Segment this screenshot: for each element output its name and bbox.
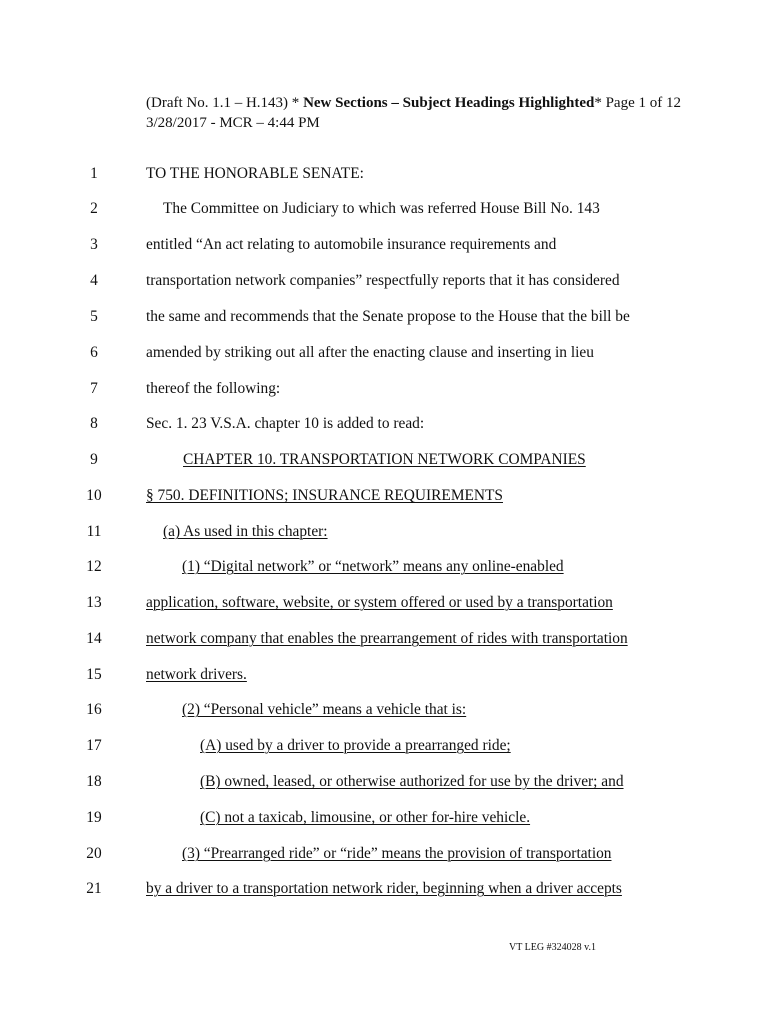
text-line — [0, 380, 770, 404]
text-line — [0, 773, 770, 797]
text-line — [0, 701, 770, 725]
line-text: entitled “An act relating to automobile insurance requirements and — [146, 236, 557, 253]
text-line — [0, 594, 770, 618]
line-text: Sec. 1. 23 V.S.A. chapter 10 is added to read: — [146, 415, 425, 432]
text-line — [0, 845, 770, 869]
header-highlight-note: New Sections – Subject Headings Highlighted — [303, 95, 595, 111]
text-line — [0, 558, 770, 582]
line-text: the same and recommends that the Senate propose to the House that the bill be — [146, 308, 630, 325]
line-text: (A) used by a driver to provide a prearranged ride; — [200, 737, 511, 754]
line-number: 14 — [86, 630, 102, 647]
text-line — [0, 737, 770, 761]
text-line — [0, 523, 770, 547]
line-number: 12 — [86, 558, 102, 575]
page-header — [146, 93, 681, 133]
line-text: network drivers. — [146, 666, 247, 683]
text-line — [0, 880, 770, 904]
line-number: 17 — [86, 737, 102, 754]
text-line — [0, 451, 770, 475]
line-number: 19 — [86, 809, 102, 826]
line-number: 16 — [86, 701, 102, 718]
line-text: (3) “Prearranged ride” or “ride” means the provision of transportation — [182, 845, 612, 862]
line-text: The Committee on Judiciary to which was referred House Bill No. 143 — [163, 200, 600, 217]
line-number: 7 — [90, 380, 98, 397]
line-number: 3 — [90, 236, 98, 253]
line-text: TO THE HONORABLE SENATE: — [146, 165, 364, 182]
line-text: network company that enables the prearrangement of rides with transportation — [146, 630, 628, 647]
line-number: 4 — [90, 272, 98, 289]
line-number: 10 — [86, 487, 102, 504]
line-number: 8 — [90, 415, 98, 432]
line-number: 2 — [90, 200, 98, 217]
header-line-2: 3/28/2017 - MCR – 4:44 PM — [146, 115, 320, 131]
line-text: application, software, website, or system offered or used by a transportation — [146, 594, 613, 611]
chapter-heading: CHAPTER 10. TRANSPORTATION NETWORK COMPANIES — [183, 451, 586, 468]
line-text: (a) As used in this chapter: — [163, 523, 328, 540]
line-text: by a driver to a transportation network rider, beginning when a driver accepts — [146, 880, 622, 897]
line-text: (B) owned, leased, or otherwise authorized for use by the driver; and — [200, 773, 624, 790]
line-number: 6 — [90, 344, 98, 361]
text-line — [0, 344, 770, 368]
document-id-footer: VT LEG #324028 v.1 — [509, 942, 596, 953]
header-page-info: * Page 1 of 12 — [594, 95, 681, 111]
text-line — [0, 487, 770, 511]
text-line — [0, 236, 770, 260]
text-line — [0, 809, 770, 833]
text-line — [0, 630, 770, 654]
line-number: 15 — [86, 666, 102, 683]
line-text: (1) “Digital network” or “network” means any online-enabled — [182, 558, 564, 575]
text-line — [0, 272, 770, 296]
line-number: 18 — [86, 773, 102, 790]
header-line-1 — [146, 93, 681, 113]
line-text: transportation network companies” respectfully reports that it has considered — [146, 272, 620, 289]
line-number: 13 — [86, 594, 102, 611]
text-line — [0, 200, 770, 224]
text-line — [0, 666, 770, 690]
line-text: (C) not a taxicab, limousine, or other for-hire vehicle. — [200, 809, 531, 826]
line-number: 5 — [90, 308, 98, 325]
line-number: 20 — [86, 845, 102, 862]
section-heading: § 750. DEFINITIONS; INSURANCE REQUIREMENTS — [146, 487, 503, 504]
line-number: 1 — [90, 165, 98, 182]
text-line — [0, 165, 770, 189]
line-text: thereof the following: — [146, 380, 281, 397]
line-text: amended by striking out all after the enacting clause and inserting in lieu — [146, 344, 594, 361]
line-number: 9 — [90, 451, 98, 468]
text-line — [0, 415, 770, 439]
text-line — [0, 308, 770, 332]
line-number: 21 — [86, 880, 102, 897]
header-draft-info: (Draft No. 1.1 – H.143) * — [146, 95, 304, 111]
line-text: (2) “Personal vehicle” means a vehicle that is: — [182, 701, 467, 718]
line-number: 11 — [86, 523, 102, 540]
